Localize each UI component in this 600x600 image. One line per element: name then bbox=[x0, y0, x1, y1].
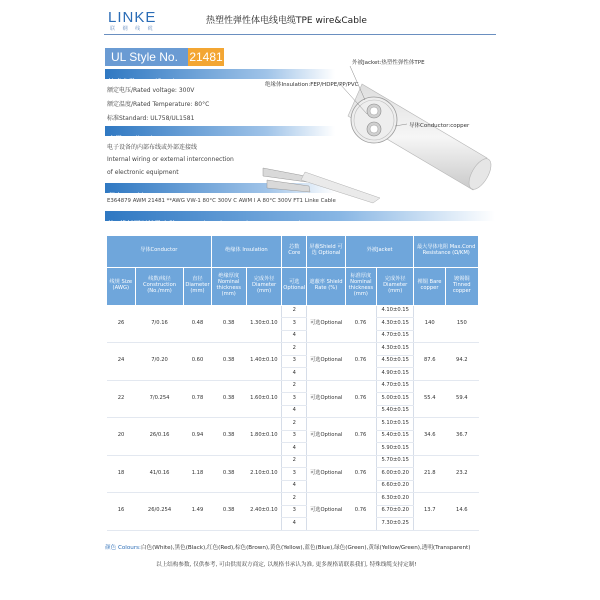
custom-note-bar bbox=[105, 211, 495, 228]
th-bare-copper: 裸铜 Bare copper bbox=[414, 267, 445, 305]
th-jacket: 外被Jacket bbox=[345, 236, 414, 267]
table-cell: 3 bbox=[282, 318, 307, 331]
table-cell: 4.70±0.15 bbox=[376, 380, 413, 393]
page-title: 热塑性弹性体电线电缆TPE wire&Cable bbox=[206, 16, 367, 26]
table-row bbox=[107, 343, 479, 356]
th-jacket-diameter: 完成外径 Diameter (mm) bbox=[376, 267, 413, 305]
table-cell: 2.10±0.10 bbox=[246, 455, 281, 493]
table-cell: 0.78 bbox=[184, 380, 211, 418]
table-cell: 可选Optional bbox=[307, 380, 345, 418]
table-cell: 1.49 bbox=[184, 493, 211, 531]
table-cell: 4 bbox=[282, 518, 307, 531]
table-cell: 0.38 bbox=[211, 380, 246, 418]
spec-table-body bbox=[107, 305, 479, 530]
table-cell: 4 bbox=[282, 480, 307, 493]
insulation-label: 绝缘体Insulation:FEP/HDPE/PP/PVC bbox=[265, 82, 359, 88]
style-number-badge: 21481 bbox=[189, 50, 223, 64]
table-row bbox=[107, 418, 479, 431]
application-en-1: Internal wiring or external interconnection bbox=[107, 156, 234, 163]
application-en-2: of electronic equipment bbox=[107, 169, 179, 176]
table-row bbox=[107, 455, 479, 468]
table-cell: 7/0.16 bbox=[135, 305, 184, 343]
table-cell: 1.40±0.10 bbox=[246, 343, 281, 381]
th-conductor: 导体Conductor bbox=[107, 236, 211, 267]
table-cell: 4.90±0.15 bbox=[376, 368, 413, 381]
table-row bbox=[107, 380, 479, 393]
specs-title: 技术参数 Specifications bbox=[108, 78, 187, 86]
table-cell: 4.10±0.15 bbox=[376, 305, 413, 318]
table-cell: 4 bbox=[282, 368, 307, 381]
table-cell: 20 bbox=[107, 418, 135, 456]
th-tinned-copper: 镀锡铜 Tinned copper bbox=[445, 267, 478, 305]
conductor-2 bbox=[370, 125, 378, 133]
cable-diagram bbox=[255, 40, 495, 210]
th-insulation: 绝缘体 Insulation bbox=[211, 236, 282, 267]
table-cell: 18 bbox=[107, 455, 135, 493]
table-cell: 0.94 bbox=[184, 418, 211, 456]
table-cell: 6.30±0.20 bbox=[376, 493, 413, 506]
insulation-lead bbox=[301, 172, 380, 203]
brand-logo: LINKE bbox=[108, 9, 157, 26]
table-cell: 6.00±0.20 bbox=[376, 468, 413, 481]
colours-line bbox=[105, 543, 470, 551]
table-cell: 22 bbox=[107, 380, 135, 418]
table-cell: 2 bbox=[282, 493, 307, 506]
table-cell: 5.90±0.15 bbox=[376, 443, 413, 456]
table-cell: 0.48 bbox=[184, 305, 211, 343]
table-cell: 0.76 bbox=[345, 305, 376, 343]
table-cell: 0.76 bbox=[345, 455, 376, 493]
marking-text: E364879 AWM 21481 **AWG VW-1 80°C 300V C AWM I A 80°C 300V FT1 Linke Cable bbox=[107, 198, 336, 204]
table-cell: 5.00±0.15 bbox=[376, 393, 413, 406]
th-ins-diameter: 完成外径 Diameter (mm) bbox=[246, 267, 281, 305]
table-cell: 34.6 bbox=[414, 418, 445, 456]
table-cell: 0.38 bbox=[211, 418, 246, 456]
table-cell: 5.40±0.15 bbox=[376, 430, 413, 443]
exposed-wire-1 bbox=[263, 168, 307, 182]
table-cell: 2.40±0.10 bbox=[246, 493, 281, 531]
table-cell: 2 bbox=[282, 380, 307, 393]
table-cell: 3 bbox=[282, 355, 307, 368]
table-cell: 0.76 bbox=[345, 493, 376, 531]
table-cell: 23.2 bbox=[445, 455, 478, 493]
footer-note: 以上结构参数, 仅供参考, 可由供需双方商定, 以规格书承认为准, 更多规格请联系我们, 特殊线缆支持定制! bbox=[156, 562, 417, 568]
table-cell: 1.80±0.10 bbox=[246, 418, 281, 456]
table-cell: 3 bbox=[282, 393, 307, 406]
table-cell: 1.60±0.10 bbox=[246, 380, 281, 418]
th-ins-thickness: 绝缘厚度 Nominal thickness (mm) bbox=[211, 267, 246, 305]
table-cell: 6.60±0.20 bbox=[376, 480, 413, 493]
table-cell: 7/0.254 bbox=[135, 380, 184, 418]
table-cell: 36.7 bbox=[445, 418, 478, 456]
table-cell: 16 bbox=[107, 493, 135, 531]
conductor-label: 导体Conductor:copper bbox=[409, 123, 470, 129]
brand-subtitle: 联 纲 线 缆 bbox=[110, 26, 156, 32]
table-cell: 4 bbox=[282, 330, 307, 343]
table-cell: 55.4 bbox=[414, 380, 445, 418]
table-cell: 0.38 bbox=[211, 305, 246, 343]
table-cell: 94.2 bbox=[445, 343, 478, 381]
rated-voltage: 额定电压/Rated voltage: 300V bbox=[107, 87, 195, 94]
th-core: 芯数 Core bbox=[282, 236, 307, 267]
table-cell: 1.18 bbox=[184, 455, 211, 493]
table-cell: 4 bbox=[282, 443, 307, 456]
custom-note: 注: 线材可以特殊定做/Note: The wire can be custom made bbox=[108, 220, 305, 228]
table-row bbox=[107, 305, 479, 318]
table-cell: 1.30±0.10 bbox=[246, 305, 281, 343]
exposed-wire-2 bbox=[267, 180, 310, 192]
th-construction: 线数/线径 Construction (No./mm) bbox=[135, 267, 184, 305]
table-cell: 87.6 bbox=[414, 343, 445, 381]
table-cell: 5.70±0.15 bbox=[376, 455, 413, 468]
table-cell: 3 bbox=[282, 468, 307, 481]
table-cell: 5.40±0.15 bbox=[376, 405, 413, 418]
application-cn: 电子设备的内部布线或外部连接线 bbox=[107, 144, 198, 151]
table-cell: 3 bbox=[282, 505, 307, 518]
table-cell: 26/0.16 bbox=[135, 418, 184, 456]
table-cell: 3 bbox=[282, 430, 307, 443]
table-cell: 13.7 bbox=[414, 493, 445, 531]
table-cell: 26/0.254 bbox=[135, 493, 184, 531]
table-cell: 26 bbox=[107, 305, 135, 343]
table-cell: 0.76 bbox=[345, 343, 376, 381]
th-jacket-thickness: 标准厚度 Nominal thickness (mm) bbox=[345, 267, 376, 305]
colours-list: 白色(White),黑色(Black),红色(Red),棕色(Brown),黄色(Yellow),蓝色(Blue),绿色(Green),黄绿(Yellow/Green),透明(Transparent) bbox=[140, 545, 471, 551]
standard: 标准Standard: UL758/UL1581 bbox=[107, 115, 195, 122]
colours-label: 颜色 Colours: bbox=[105, 545, 141, 551]
style-label: UL Style No. bbox=[111, 50, 178, 64]
table-cell: 0.38 bbox=[211, 455, 246, 493]
table-cell: 5.10±0.15 bbox=[376, 418, 413, 431]
table-cell: 140 bbox=[414, 305, 445, 343]
table-cell: 6.70±0.20 bbox=[376, 505, 413, 518]
table-cell: 2 bbox=[282, 455, 307, 468]
conductor-1 bbox=[370, 107, 378, 115]
applications-title: 应用Applications bbox=[108, 135, 165, 143]
table-cell: 150 bbox=[445, 305, 478, 343]
table-cell: 4.30±0.15 bbox=[376, 343, 413, 356]
table-cell: 可选Optional bbox=[307, 418, 345, 456]
table-cell: 0.38 bbox=[211, 493, 246, 531]
table-row bbox=[107, 493, 479, 506]
table-cell: 59.4 bbox=[445, 380, 478, 418]
table-cell: 4.70±0.15 bbox=[376, 330, 413, 343]
table-cell: 14.6 bbox=[445, 493, 478, 531]
table-cell: 2 bbox=[282, 418, 307, 431]
table-cell: 可选Optional bbox=[307, 493, 345, 531]
th-resistance: 最大导体电阻 Max.Cond Resistance (Ω/KM) bbox=[414, 236, 479, 267]
th-diameter: 直径 Diameter (mm) bbox=[184, 267, 211, 305]
jacket-label: 外被Jacket:热塑性弹性体TPE bbox=[352, 60, 425, 66]
marking-title: 印字 Marking bbox=[108, 192, 153, 200]
table-cell: 0.76 bbox=[345, 380, 376, 418]
table-cell: 可选Optional bbox=[307, 455, 345, 493]
th-core-optional: 可选 Optional bbox=[282, 267, 307, 305]
table-cell: 21.8 bbox=[414, 455, 445, 493]
table-cell: 7/0.20 bbox=[135, 343, 184, 381]
table-cell: 可选Optional bbox=[307, 343, 345, 381]
table-cell: 24 bbox=[107, 343, 135, 381]
th-awg: 线规 Size (AWG) bbox=[107, 267, 135, 305]
table-cell: 4.50±0.15 bbox=[376, 355, 413, 368]
table-cell: 可选Optional bbox=[307, 305, 345, 343]
table-cell: 0.60 bbox=[184, 343, 211, 381]
table-cell: 4.30±0.15 bbox=[376, 318, 413, 331]
spec-table bbox=[107, 236, 479, 531]
th-shield: 屏蔽Shield 可选 Optional bbox=[307, 236, 345, 267]
table-cell: 0.38 bbox=[211, 343, 246, 381]
table-cell: 41/0.16 bbox=[135, 455, 184, 493]
table-cell: 7.30±0.25 bbox=[376, 518, 413, 531]
table-cell: 2 bbox=[282, 305, 307, 318]
th-shield-rate: 遮蔽率 Shield Rate (%) bbox=[307, 267, 345, 305]
table-cell: 2 bbox=[282, 343, 307, 356]
table-cell: 0.76 bbox=[345, 418, 376, 456]
header-divider bbox=[104, 34, 496, 35]
rated-temperature: 额定温度/Rated Temperature: 80°C bbox=[107, 101, 210, 108]
table-cell: 4 bbox=[282, 405, 307, 418]
